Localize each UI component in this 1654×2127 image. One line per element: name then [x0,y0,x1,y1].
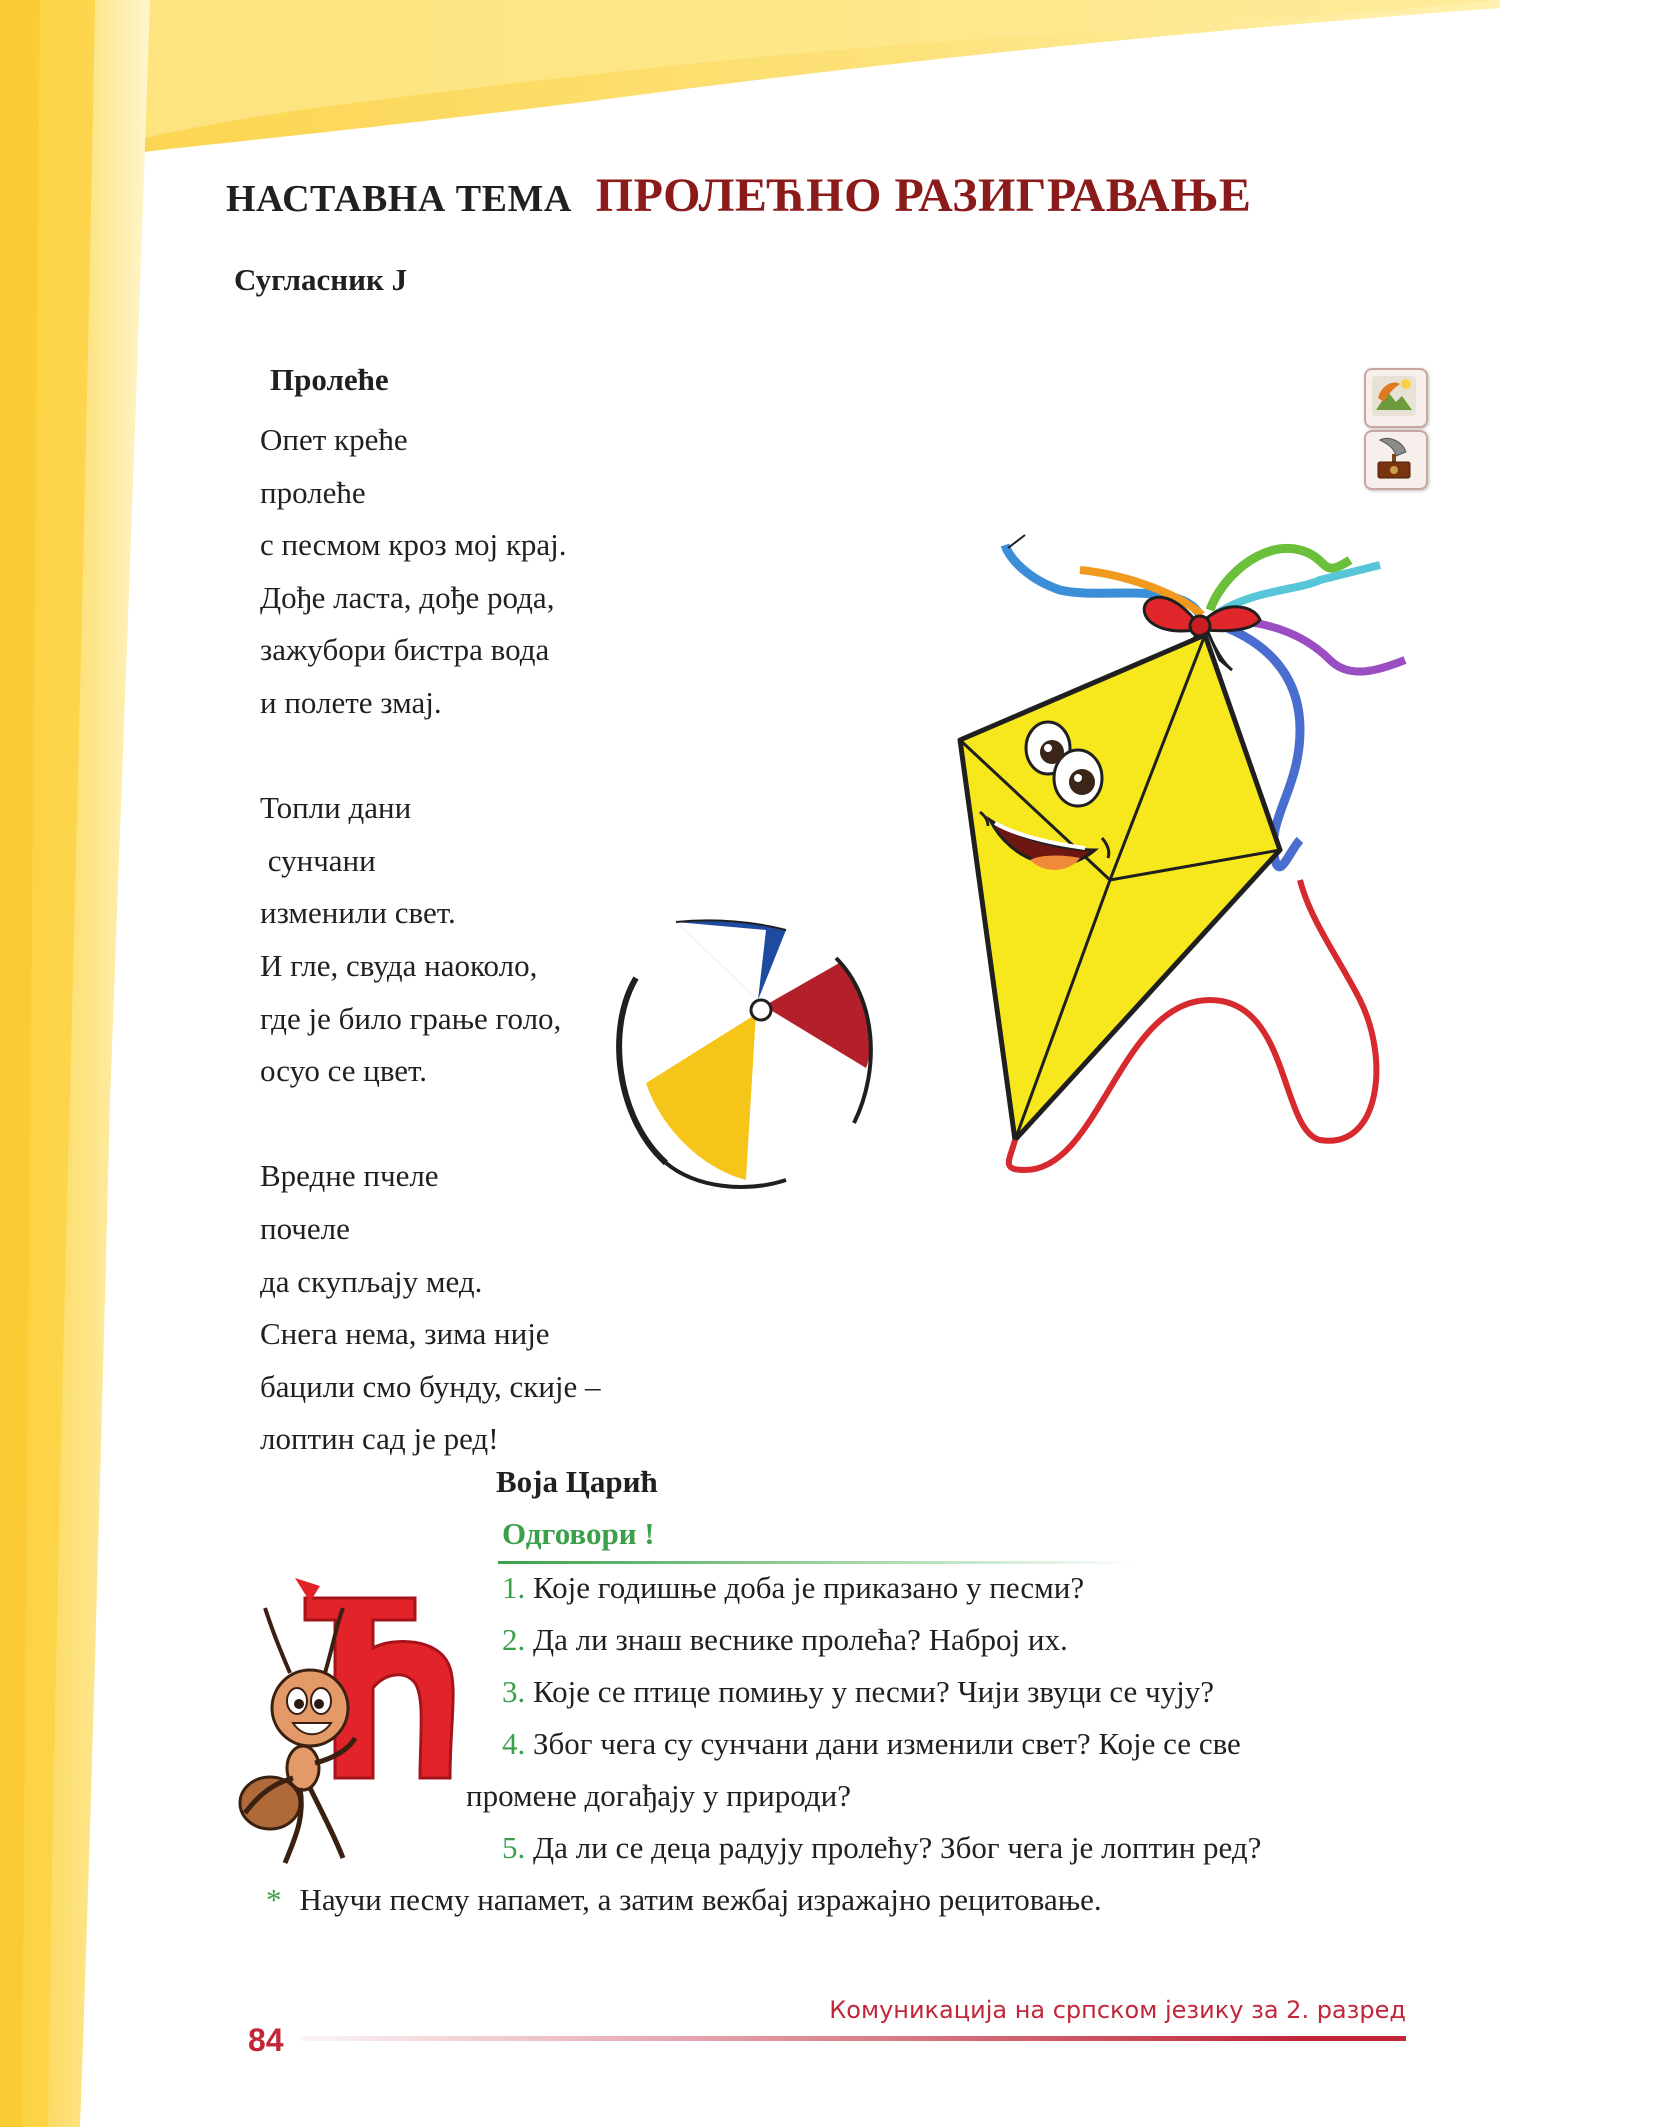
question-5 [502,1830,1261,1866]
audio-button[interactable] [1364,430,1428,490]
question-text: Које се птице помињу у песми? Чији звуци се чују? [525,1674,1215,1709]
question-2 [502,1622,1068,1658]
question-number: 3. [502,1674,526,1709]
question-text: Због чега су сунчани дани изменили свет? Које се све [525,1726,1241,1761]
poem-line: почеле [260,1210,350,1246]
poem-line: И гле, свуда наоколо, [260,947,538,983]
note-bullet: * [266,1882,282,1917]
memorize-note [266,1882,1102,1918]
poem-line: с песмом кроз мој крај. [260,527,567,563]
poem-line: лоптин сад је ред! [260,1421,499,1457]
question-text: Које годишње доба је приказано у песми? [525,1570,1085,1605]
question-3 [502,1674,1214,1710]
poem-line: сунчани [260,842,376,878]
poem-line: Топли дани [260,790,412,826]
poem-title: Пролеће [270,362,389,397]
stanza-break [260,1098,601,1151]
poem-text [260,414,601,1466]
question-1 [502,1570,1084,1606]
book-title: Комуникација на српском језику за 2. разред [829,1996,1406,2024]
ant-letter-illustration [225,1578,495,1878]
poem-line: Вредне пчеле [260,1158,439,1194]
poem-line: бацили смо бунду, скије – [260,1368,601,1404]
footer-divider [300,2036,1406,2041]
gramophone-icon [1366,432,1422,484]
note-text: Научи песму напамет, а затим вежбај изражајно рецитовање. [299,1882,1102,1917]
question-text: Да ли знаш веснике пролећа? Наброј их. [525,1622,1068,1657]
poem-line: осуо се цвет. [260,1053,428,1089]
image-button-icon [1366,370,1422,422]
lesson-subtitle: Сугласник Ј [234,262,408,297]
theme-label: НАСТАВНА ТЕМА [226,178,572,220]
question-4-continuation: промене догађају у природи? [466,1778,851,1813]
poem-author: Воја Царић [496,1464,658,1499]
question-number: 5. [502,1830,526,1865]
theme-title: ПРОЛЕЋНО РАЗИГРАВАЊЕ [595,169,1252,222]
question-number: 2. [502,1622,526,1657]
stanza-break [260,730,601,783]
question-4 [502,1726,1241,1762]
question-number: 4. [502,1726,526,1761]
poem-line: Дође ласта, дође рода, [260,579,555,615]
question-text: Да ли се деца радују пролећу? Због чега је лоптин ред? [525,1830,1262,1865]
ball-illustration [606,918,886,1198]
poem-line: где је било грање голо, [260,1000,562,1036]
question-number: 1. [502,1570,526,1605]
theme-title-row [226,168,1251,223]
poem-line: изменили свет. [260,895,456,931]
poem-line: Опет креће [260,422,408,457]
image-button[interactable] [1364,368,1428,428]
poem-line: и полете змај. [260,684,442,720]
poem-line: да скупљају мед. [260,1263,483,1299]
poem-line: зажубори бистра вода [260,632,550,668]
poem-line: Снега нема, зима није [260,1316,550,1352]
kite-illustration [880,520,1490,1220]
page-number: 84 [248,2022,284,2058]
answer-heading: Одговори ! [502,1516,655,1551]
poem-line: пролеће [260,474,366,510]
answer-heading-underline [498,1561,1138,1564]
